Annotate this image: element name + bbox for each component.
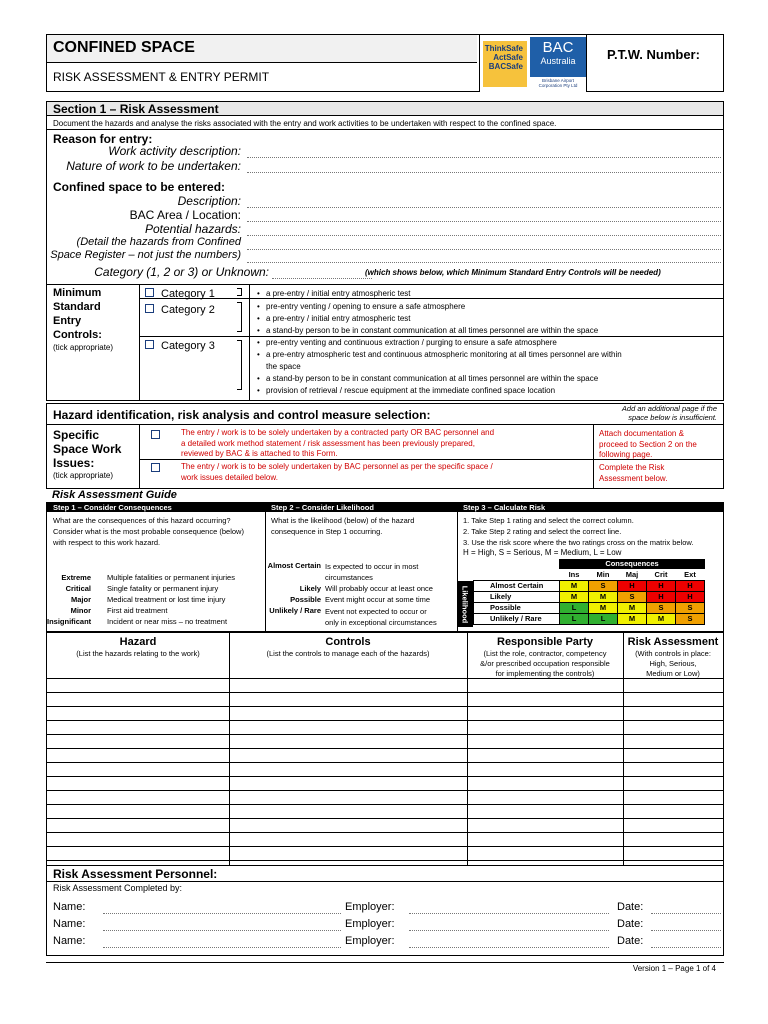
additional-page-note: Add an additional page if the space below is insufficient.: [621, 404, 717, 422]
likelihood-desc: Is expected to occur in most circumstances: [325, 562, 419, 582]
specific-tick-note: (tick appropriate): [53, 471, 114, 480]
hazards-label: Potential hazards:: [144, 222, 241, 236]
controls-header: Controls: [325, 636, 371, 648]
title-bar: [47, 35, 477, 63]
form-header: [46, 34, 724, 92]
hazard-subheader: (List the hazards relating to the work): [76, 649, 200, 658]
description-field[interactable]: [247, 207, 721, 208]
section-1-intro: Document the hazards and analyse the risks associated with the entry and work activities to be undertaken with respect to the confined space.: [53, 119, 557, 128]
bac-logo: [479, 35, 587, 92]
category-label: Category (1, 2 or 3) or Unknown:: [94, 265, 269, 279]
employer-label: Employer:: [345, 901, 395, 913]
description-label: Description:: [177, 194, 241, 208]
name-label: Name:: [53, 901, 86, 913]
date-field[interactable]: [651, 947, 721, 948]
min-controls-title: Minimum Standard Entry Controls:: [53, 287, 102, 341]
table-row[interactable]: [47, 678, 723, 679]
work-activity-field[interactable]: [247, 157, 721, 158]
control-bullet: • a pre-entry / initial entry atmospheric test: [266, 314, 411, 323]
hazard-section-title: Hazard identification, risk analysis and control measure selection:: [53, 408, 431, 422]
area-field[interactable]: [247, 221, 721, 222]
table-row[interactable]: [47, 832, 723, 833]
name-field[interactable]: [103, 930, 341, 931]
step-1-text: What are the consequences of this hazard occurring? Consider what is the most probable consequence (below) with respect to this work hazard.: [53, 516, 244, 547]
space-heading: Confined space to be entered:: [53, 180, 226, 194]
personnel-section: [46, 866, 724, 956]
table-row[interactable]: [47, 720, 723, 721]
section-1: [46, 101, 724, 401]
date-label: Date:: [617, 918, 644, 930]
step-3-text: 1. Take Step 1 rating and select the correct column. 2. Take Step 2 rating and select the correct line. 3. Use the risk score where the two ratings cross on the matrix below.: [463, 516, 694, 547]
step-2-text: What is the likelihood (below) of the hazard consequence in Step 1 occurring.: [271, 516, 415, 536]
category-3-label: Category 3: [161, 340, 215, 352]
area-label: BAC Area / Location:: [129, 208, 241, 222]
hazard-table: [46, 632, 724, 866]
control-bullet: • a stand-by person to be in constant communication at all times personnel are within the space: [266, 326, 598, 335]
hazards-note-2: Space Register – not just the numbers): [50, 249, 241, 261]
table-row[interactable]: [47, 804, 723, 805]
date-field[interactable]: [651, 913, 721, 914]
control-bullet-cont: the space: [266, 362, 301, 371]
control-bullet: • provision of retrieval / rescue equipment at the immediate confined space location: [266, 386, 555, 395]
form-subtitle: RISK ASSESSMENT & ENTRY PERMIT: [53, 70, 270, 84]
step-3-header: Step 3 – Calculate Risk: [463, 503, 546, 512]
complete-assessment-note: Complete the Risk Assessment below.: [599, 463, 668, 483]
risk-legend: H = High, S = Serious, M = Medium, L = Low: [463, 548, 622, 557]
date-label: Date:: [617, 901, 644, 913]
control-bullet: • pre-entry venting / opening to ensure a safe atmosphere: [266, 302, 465, 311]
nature-work-label: Nature of work to be undertaken:: [66, 159, 241, 173]
work-activity-label: Work activity description:: [108, 144, 241, 158]
risk-subheader: (With controls in place: High, Serious, Medium or Low): [635, 649, 711, 678]
bac-personnel-option: The entry / work is to be solely undertaken by BAC personnel as per the specific space / work issues detailed below.: [181, 462, 493, 482]
name-field[interactable]: [103, 913, 341, 914]
hazards-note-1: (Detail the hazards from Confined: [76, 236, 241, 248]
employer-field[interactable]: [409, 947, 609, 948]
name-label: Name:: [53, 918, 86, 930]
table-row[interactable]: [47, 734, 723, 735]
form-title: CONFINED SPACE: [53, 39, 195, 56]
completed-by-label: Risk Assessment Completed by:: [53, 883, 183, 893]
bac-personnel-checkbox[interactable]: [151, 463, 160, 472]
page-footer: Version 1 – Page 1 of 4: [632, 964, 716, 973]
contracted-party-option: The entry / work is to be solely undertaken by a contracted party OR BAC personnel and a detailed work method statement / risk assessment has been previously prepared, reviewed by BAC & is attached to this Form.: [181, 428, 495, 458]
category-note: (which shows below, which Minimum Standard Entry Controls will be needed): [365, 268, 661, 277]
control-bullet: • pre-entry venting and continuous extraction / purging to ensure a safe atmosphere: [266, 338, 557, 347]
hazard-header: Hazard: [119, 636, 157, 648]
risk-guide: [46, 502, 724, 632]
employer-field[interactable]: [409, 913, 609, 914]
tick-note: (tick appropriate): [53, 343, 114, 352]
likelihood-almost-certain: Almost Certain: [267, 561, 321, 570]
table-row[interactable]: [47, 692, 723, 693]
responsible-subheader: (List the role, contractor, competency &/or prescribed occupation responsible for implementing the controls): [480, 649, 610, 678]
date-field[interactable]: [651, 930, 721, 931]
control-bullet: • a stand-by person to be in constant communication at all times personnel are within the space: [266, 374, 598, 383]
category-2-label: Category 2: [161, 304, 215, 316]
table-row[interactable]: [47, 776, 723, 777]
matrix-side-label: Likelihood: [460, 585, 470, 624]
table-row[interactable]: [47, 790, 723, 791]
hazard-section: [46, 403, 724, 489]
bac-mark: BAC Australia: [530, 37, 586, 77]
employer-label: Employer:: [345, 918, 395, 930]
table-row[interactable]: [47, 846, 723, 847]
ptw-number-label: P.T.W. Number:: [607, 47, 700, 62]
contracted-party-checkbox[interactable]: [151, 430, 160, 439]
responsible-header: Responsible Party: [497, 636, 593, 648]
nature-work-field[interactable]: [247, 172, 721, 173]
risk-header: Risk Assessment: [627, 636, 719, 648]
category-1-label: Category 1: [161, 288, 215, 300]
specific-issues-title: Specific Space Work Issues:: [53, 428, 122, 470]
likelihood-desc: Event might occur at some time: [325, 595, 431, 604]
step-1-header: Step 1 – Consider Consequences: [53, 503, 172, 512]
matrix-title: Consequences: [605, 559, 659, 568]
table-row[interactable]: [47, 762, 723, 763]
likelihood-unlikely: Unlikely / Rare: [269, 606, 321, 615]
attach-docs-note: Attach documentation & proceed to Section 2 on the following page.: [599, 429, 697, 459]
name-label: Name:: [53, 935, 86, 947]
risk-matrix: Ins Min Maj Crit Ext Almost Certain M S H H H Likely M M S H H Possible L M M S S Unlikely / Rare L L M M S: [473, 569, 705, 625]
step-2-header: Step 2 – Consider Likelihood: [271, 503, 374, 512]
table-row[interactable]: [47, 860, 723, 861]
category-1-checkbox[interactable]: [145, 288, 154, 297]
control-bullet: • a pre-entry atmospheric test and continuous atmospheric monitoring at all times personnel are within: [266, 350, 622, 359]
category-field[interactable]: [272, 278, 372, 279]
table-row[interactable]: [47, 748, 723, 749]
control-bullet: • a pre-entry / initial entry atmospheric test: [266, 289, 411, 298]
employer-label: Employer:: [345, 935, 395, 947]
logo-company-name: Brisbane Airport Corporation Pty Ltd: [538, 78, 578, 88]
section-1-title: Section 1 – Risk Assessment: [53, 102, 219, 116]
hazards-field[interactable]: [247, 235, 721, 236]
table-row[interactable]: [47, 706, 723, 707]
employer-field[interactable]: [409, 930, 609, 931]
guide-title: Risk Assessment Guide: [52, 489, 177, 501]
consequence-names: Extreme Critical Major Minor Insignificant: [47, 573, 92, 626]
controls-subheader: (List the controls to manage each of the hazards): [266, 649, 430, 658]
reason-heading: Reason for entry:: [53, 132, 153, 146]
thinksafe-logo: ThinkSafe ActSafe BACSafe: [483, 41, 527, 87]
personnel-title: Risk Assessment Personnel:: [53, 867, 218, 881]
likelihood-possible: Possible: [290, 595, 321, 604]
category-2-checkbox[interactable]: [145, 304, 154, 313]
likelihood-desc: Event not expected to occur or only in exceptional circumstances: [325, 607, 437, 627]
likelihood-desc: Will probably occur at least once: [325, 584, 433, 593]
consequence-descriptions: Multiple fatalities or permanent injuries Single fatality or permanent injury Medical treatment or lost time injury First aid treatment Incident or near miss – no treatment: [107, 573, 235, 626]
name-field[interactable]: [103, 947, 341, 948]
date-label: Date:: [617, 935, 644, 947]
table-row[interactable]: [47, 818, 723, 819]
likelihood-likely: Likely: [299, 584, 321, 593]
category-3-checkbox[interactable]: [145, 340, 154, 349]
